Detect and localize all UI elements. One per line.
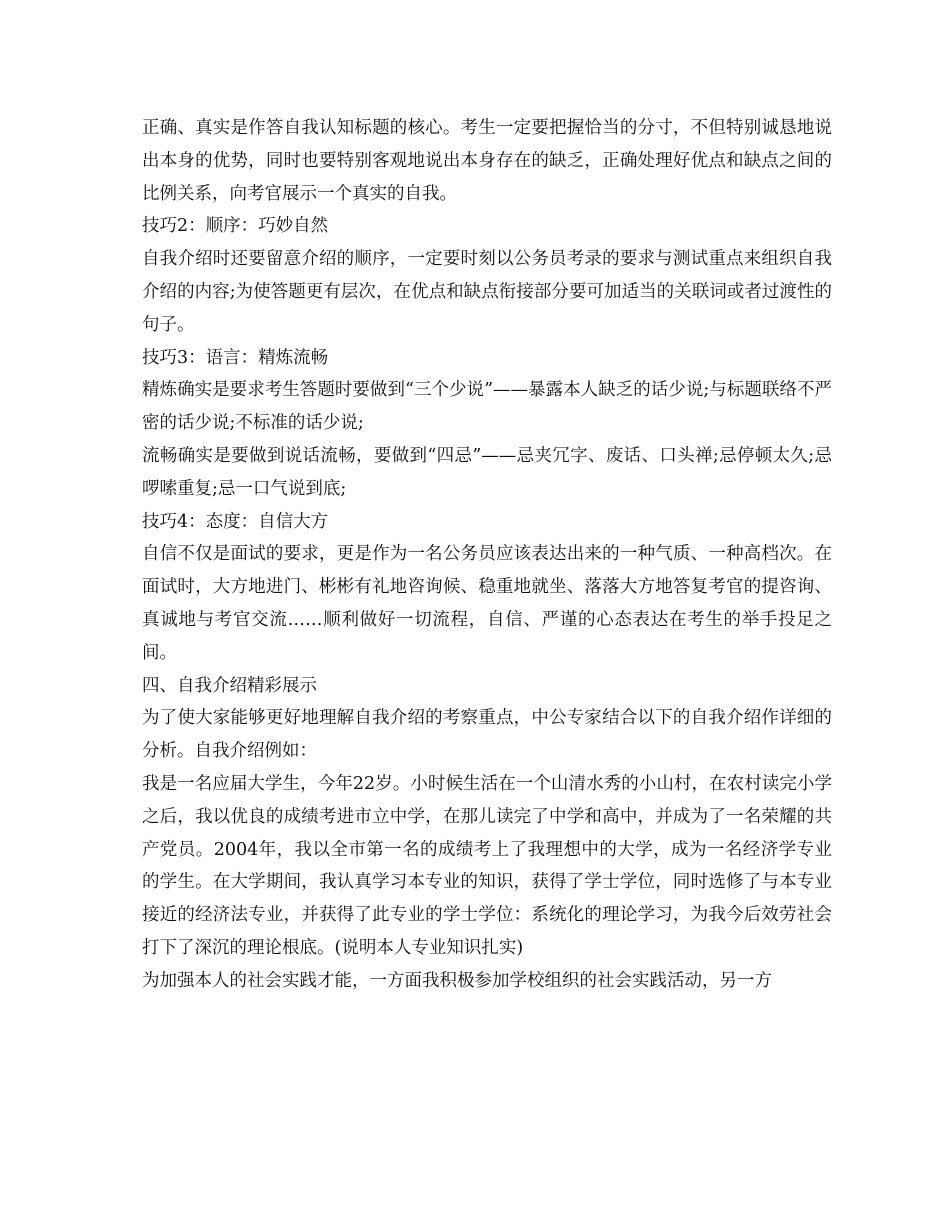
paragraph-showcase-intro: 为了使大家能够更好地理解自我介绍的考察重点，中公专家结合以下的自我介绍作详细的分析。自我介绍例如：: [142, 708, 832, 762]
paragraph-example-self-intro: 我是一名应届大学生，今年22岁。小时候生活在一个山清水秀的小山村，在农村读完小学之后，我以优良的成绩考进市立中学，在那儿读完了中学和高中，并成为了一名荣耀的共产党员。2004年，我以全市第一名的成绩考上了我理想中的大学，成为一名经济学专业的学生。在大学期间，我认真学习本专业的知识，获得了学士学位，同时选修了与本专业接近的经济法专业，并获得了此专业的学士学位：系统化的理论学习，为我今后效劳社会打下了深沉的理论根底。(说明本人专业知识扎实): [142, 773, 832, 958]
document-body: [142, 112, 832, 998]
paragraph-fluent: 流畅确实是要做到说话流畅，要做到“四忌”——忌夹冗字、废话、口头禅;忌停顿太久;忌啰嗦重复;忌一口气说到底;: [142, 445, 832, 499]
paragraph-social-practice: 为加强本人的社会实践才能，一方面我积极参加学校组织的社会实践活动，另一方: [142, 970, 772, 991]
heading-section-4-showcase: 四、自我介绍精彩展示: [142, 675, 317, 696]
paragraph-order: 自我介绍时还要留意介绍的顺序，一定要时刻以公务员考录的要求与测试重点来组织自我介绍的内容;为使答题更有层次，在优点和缺点衔接部分要可加适当的关联词或者过渡性的句子。: [142, 249, 832, 335]
heading-tip-4-attitude: 技巧4：态度：自信大方: [142, 511, 329, 532]
heading-tip-3-language: 技巧3：语言：精炼流畅: [142, 347, 329, 368]
paragraph-confidence: 自信不仅是面试的要求，更是作为一名公务员应该表达出来的一种气质、一种高档次。在面试时，大方地进门、彬彬有礼地咨询候、稳重地就坐、落落大方地答复考官的提咨询、真诚地与考官交流……顺利做好一切流程，自信、严谨的心态表达在考生的举手投足之间。: [142, 544, 832, 663]
heading-tip-2-order: 技巧2：顺序：巧妙自然: [142, 216, 329, 237]
paragraph-concise: 精炼确实是要求考生答题时要做到“三个少说”——暴露本人缺乏的话少说;与标题联络不严密的话少说;不标准的话少说;: [142, 380, 832, 434]
paragraph-self-cognition-core: 正确、真实是作答自我认知标题的核心。考生一定要把握恰当的分寸，不但特别诚恳地说出本身的优势，同时也要特别客观地说出本身存在的缺乏，正确处理好优点和缺点之间的比例关系，向考官展示一个真实的自我。: [142, 118, 832, 204]
